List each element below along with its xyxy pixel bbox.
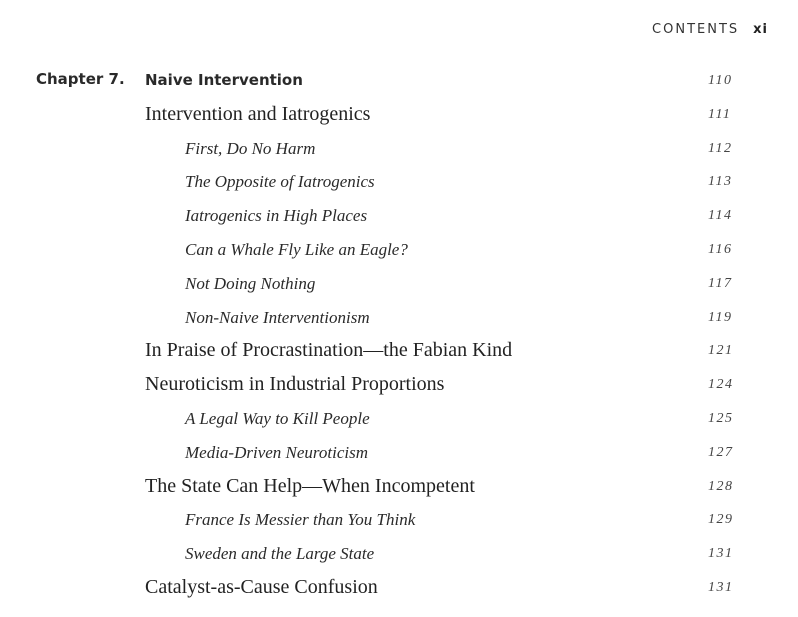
toc-entry-page: 113 bbox=[708, 174, 733, 190]
page-folio: xi bbox=[753, 22, 768, 37]
toc-entry-subsection bbox=[0, 233, 798, 267]
toc-entry-title: Media-Driven Neuroticism bbox=[185, 442, 369, 462]
toc-entry-title: A Legal Way to Kill People bbox=[185, 408, 370, 428]
toc-entry-page: 125 bbox=[708, 410, 734, 426]
toc-entry-page: 124 bbox=[708, 377, 734, 393]
toc-entry-section bbox=[0, 571, 798, 605]
chapter-number-label: Chapter 7. bbox=[36, 70, 125, 88]
running-head bbox=[652, 22, 768, 37]
toc-entry-chapter-title bbox=[0, 64, 798, 98]
toc-entry-title: The State Can Help—When Incompetent bbox=[145, 474, 475, 497]
toc-entry-page: 117 bbox=[708, 275, 733, 291]
toc-entry-page: 121 bbox=[708, 343, 734, 359]
toc-entry-title: The Opposite of Iatrogenics bbox=[185, 172, 375, 192]
toc-entry-section bbox=[0, 470, 798, 504]
toc-entry-section bbox=[0, 368, 798, 402]
toc-entry-section bbox=[0, 334, 798, 368]
toc-entry-title: Naive Intervention bbox=[145, 71, 303, 89]
toc-entry-title: Can a Whale Fly Like an Eagle? bbox=[185, 239, 408, 259]
toc-entry-page: 128 bbox=[708, 478, 734, 494]
table-of-contents bbox=[0, 64, 798, 605]
toc-entry-page: 112 bbox=[708, 140, 733, 156]
toc-entry-page: 119 bbox=[708, 309, 733, 325]
toc-entry-subsection bbox=[0, 199, 798, 233]
toc-entry-title: Intervention and Iatrogenics bbox=[145, 102, 371, 125]
toc-entry-title: Not Doing Nothing bbox=[185, 273, 316, 293]
toc-entry-title: First, Do No Harm bbox=[185, 138, 316, 158]
toc-entry-page: 127 bbox=[708, 444, 734, 460]
toc-entry-title: France Is Messier than You Think bbox=[185, 510, 416, 530]
toc-entry-page: 131 bbox=[708, 579, 734, 595]
toc-entry-title: Catalyst-as-Cause Confusion bbox=[145, 575, 378, 598]
toc-entry-page: 131 bbox=[708, 546, 734, 562]
toc-entry-title: In Praise of Procrastination—the Fabian Kind bbox=[145, 339, 513, 362]
toc-entry-subsection bbox=[0, 503, 798, 537]
toc-entry-page: 114 bbox=[708, 208, 733, 224]
toc-entry-subsection bbox=[0, 436, 798, 470]
toc-entry-subsection bbox=[0, 402, 798, 436]
toc-entry-page: 110 bbox=[708, 73, 733, 88]
running-head-label: CONTENTS bbox=[652, 22, 740, 37]
toc-entry-subsection bbox=[0, 132, 798, 166]
toc-entry-title: Iatrogenics in High Places bbox=[185, 206, 368, 226]
toc-entry-subsection bbox=[0, 165, 798, 199]
toc-entry-title: Sweden and the Large State bbox=[185, 544, 375, 564]
toc-entry-title: Non-Naive Interventionism bbox=[185, 307, 370, 327]
toc-entry-page: 111 bbox=[708, 106, 732, 122]
toc-entry-subsection bbox=[0, 301, 798, 335]
toc-entry-page: 129 bbox=[708, 512, 734, 528]
toc-entry-section bbox=[0, 98, 798, 132]
toc-entry-title: Neuroticism in Industrial Proportions bbox=[145, 373, 445, 396]
toc-entry-subsection bbox=[0, 267, 798, 301]
toc-entry-subsection bbox=[0, 537, 798, 571]
toc-entry-page: 116 bbox=[708, 241, 733, 257]
